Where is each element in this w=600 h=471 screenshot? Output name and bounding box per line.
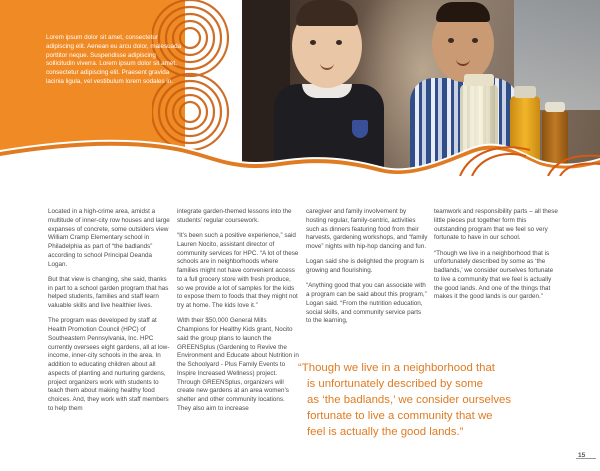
text-column-2 [177,208,299,420]
pull-quote [298,360,548,440]
paragraph: With their $50,000 General Mills Champions for Healthy Kids grant, Nocito said the group plans to launch the GREENSplus (Gardening to Revive the Environment and Educate about Nutrition in the Schoolyard - Plus Family Events to Inspire Increased Wellness) project. Through GREENSplus, organizers will create new gardens at an area women’s shelter and other community locations. They also aim to increase [177,317,299,412]
header-band [0,0,600,176]
pull-quote-line: fortunate to live a community that we [307,410,493,422]
paragraph: teamwork and responsibility parts – all these little pieces put together form this outstanding program that we feel so very fortunate to have in our school. [434,208,558,242]
pull-quote-line: is unfortunately described by some [307,378,484,390]
paragraph: “It’s been such a positive experience,” said Lauren Nocito, assistant director of community services for HPC. “A lot of these schools are in neighborhoods where families might not have convenient access to a full grocery store with fresh produce, so we provide a lot of samples for the kids to expose them to foods that they might not try at home. The kids love it.” [177,232,299,309]
paragraph: caregiver and family involvement by hosting regular, family-centric, activities such as dinners featuring food from their harvests, gardening workshops, and “family move” nights with hip-hop dancing and fun. [306,208,428,250]
intro-text: Lorem ipsum dolor sit amet, consectetur adipiscing elit. Aenean eu arcu dolor, malesuada porttitor neque. Suspendisse adipiscing sollicitudin viverra. Lorem ipsum dolor sit amet, consectetur adipiscing elit. Praesent gravida lacinia ligula, vel vestibulum lorem sodales in. [46,34,182,85]
paragraph: Located in a high-crime area, amidst a multitude of inner-city row houses and large expanses of concrete, some outsiders view William Cramp Elementary school in Philadelphia as part of “the badlands” according to school Principal Deanda Logan. [48,208,170,268]
orange-wave-decoration [0,130,600,176]
paragraph: “Anything good that you can associate with a program can be said about this program,” Logan said. “From the nutrition education, social skills, and community service parts to the learning, [306,282,427,325]
text-column-1 [48,208,170,420]
paragraph: But that view is changing, she said, thanks in part to a school garden program that has helped students, families and staff learn valuable skills and live healthier lives. [48,275,169,309]
pull-quote-line: as ‘the badlands,’ we consider ourselves [307,394,512,406]
pull-quote-line: feel is actually the good lands.” [307,426,464,438]
text-column-4 [434,208,558,309]
paragraph: integrate garden-themed lessons into the students’ regular coursework. [177,208,292,224]
page-number: 15 [578,452,586,459]
paragraph: Logan said she is delighted the program is growing and flourishing. [306,258,425,274]
pull-quote-line: “Though we live in a neighborhood that [298,362,495,374]
text-column-3 [306,208,428,333]
paragraph: The program was developed by staff at Health Promotion Council (HPC) of Southeastern Pennsylvania, Inc. HPC currently oversees eight gardens, all at low-income, inner-city schools in the area. In addition to educating children about all aspects of planting and nurturing gardens, project organizers work with students to teach them about making healthy food choices. And, they work with staff members to help them [48,317,170,412]
paragraph: “Though we live in a neighborhood that is unfortunately described by some as ‘the badlands,’ we consider ourselves fortunate to live a community that we feel is actually the good lands. And one of the things that makes it the good lands is our garden.” [434,249,554,301]
